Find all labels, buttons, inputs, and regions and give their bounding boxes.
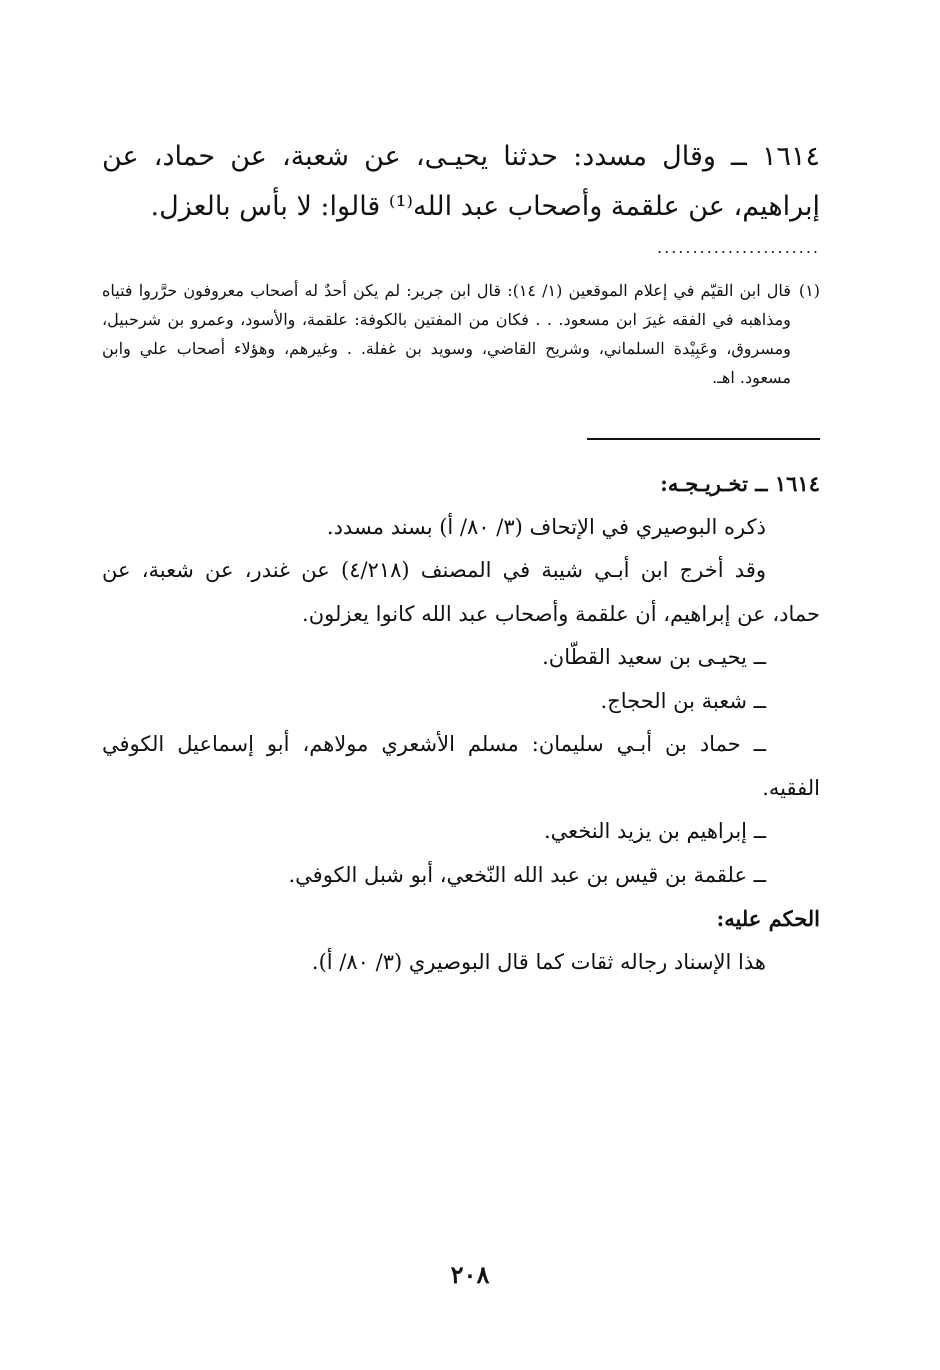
ruling-heading: الحكم عليه:	[716, 906, 820, 931]
page-number: ٢٠٨	[450, 1260, 490, 1289]
hadith-line-2: إبراهيم، عن علقمة وأصحاب عبد الله⁽¹⁾ قالوا: لا بأس بالعزل.	[150, 191, 820, 222]
takhrij-paragraph-1: ذكره البوصيري في الإتحاف (٣/ ٨٠/ أ) بسند مسدد.	[326, 514, 766, 539]
narrator-item: ــ شعبة بن الحجاج.	[600, 688, 766, 713]
ruling-text: هذا الإسناد رجاله ثقات كما قال البوصيري (٣/ ٨٠/ أ).	[311, 949, 766, 974]
hadith-line-1: ١٦١٤ ــ وقال مسدد: حدثنا يحيـى، عن شعبة، عن حماد، عن	[102, 141, 820, 172]
takhrij-heading: ١٦١٤ ــ تخـريـجـه:	[660, 471, 820, 496]
footnote-text: قال ابن القيّم في إعلام الموقعين (١/ ١٤): قال ابن جرير: لم يكن أحدٌ له أصحاب معروفون حرَّروا فتياه ومذاهبه في الفقه غيرَ ابن مسعود. . . فكان من المفتين بالكوفة: علقمة، والأسود، وعمرو بن شرحبيل، ومسروق، وعَبِيْدة السلماني، وشريح القاضي، وسويد بن غفلة. . وغيرهم، وهؤلاء أصحاب علي وابن مسعود. اهـ.	[102, 281, 791, 387]
footnote-number: (١)	[798, 281, 820, 300]
narrator-item: ــ إبراهيم بن يزيد النخعي.	[543, 819, 766, 843]
narrator-item-continued: الفقيه.	[762, 775, 820, 800]
takhrij-paragraph-2-line-1: وقد أخرج ابن أبـي شيبة في المصنف (٤/٢١٨) عن غندر، عن شعبة، عن	[102, 558, 766, 582]
narrator-item: ــ يحيـى بن سعيد القطّان.	[542, 645, 766, 669]
hadith-text	[102, 132, 820, 232]
narrator-item: ــ حماد بن أبـي سليمان: مسلم الأشعري مولاهم، أبو إسماعيل الكوفي	[102, 732, 766, 756]
narrator-item: ــ علقمة بن قيس بن عبد الله النّخعي، أبو شبل الكوفي.	[288, 862, 766, 887]
takhrij-section	[102, 462, 820, 984]
footnote	[102, 276, 820, 392]
section-divider	[587, 438, 820, 440]
footnote-separator: .......................	[657, 238, 820, 257]
takhrij-paragraph-2-line-2: حماد، عن إبراهيم، أن علقمة وأصحاب عبد الله كانوا يعزلون.	[302, 601, 820, 626]
